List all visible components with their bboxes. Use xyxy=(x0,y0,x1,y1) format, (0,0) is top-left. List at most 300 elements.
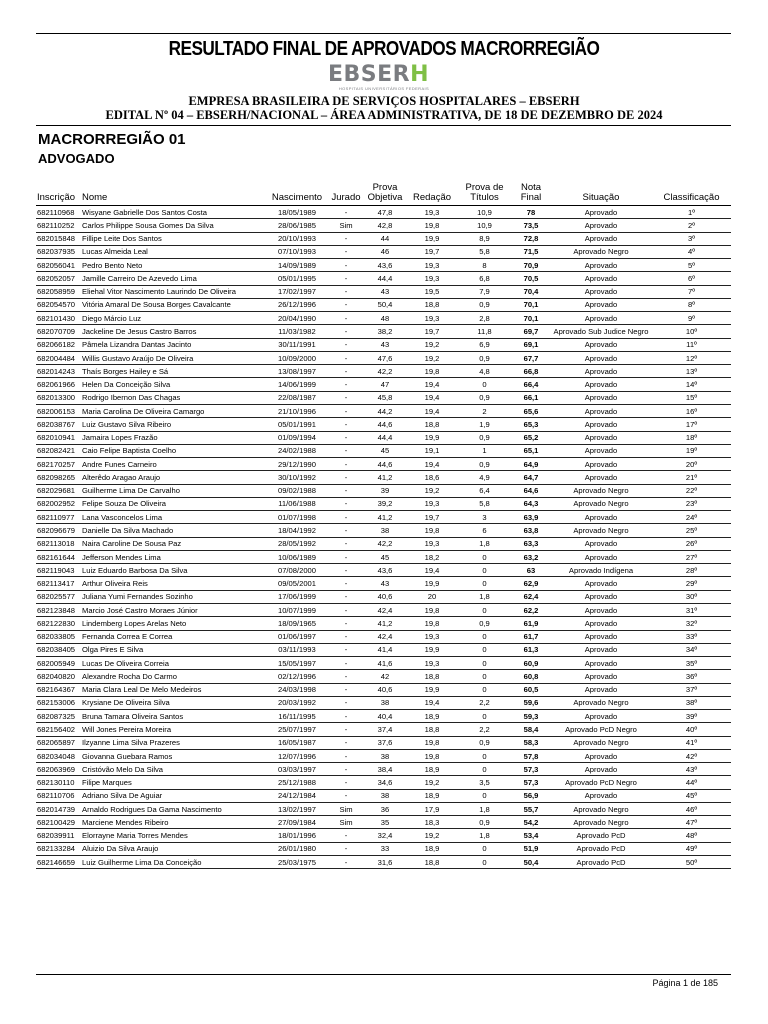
cell-redacao: 18,9 xyxy=(407,842,457,855)
cell-prova-titulos: 1,8 xyxy=(457,829,512,842)
cell-inscricao: 682123848 xyxy=(36,603,81,616)
cell-prova-objetiva: 32,4 xyxy=(363,829,407,842)
table-row xyxy=(36,497,731,510)
cell-inscricao: 682002952 xyxy=(36,497,81,510)
cell-prova-titulos: 0 xyxy=(457,603,512,616)
cell-redacao: 19,1 xyxy=(407,444,457,457)
cell-nascimento: 10/07/1999 xyxy=(265,603,329,616)
col-nascimento: Nascimento xyxy=(265,183,329,206)
col-nota-final: Nota Final xyxy=(512,183,550,206)
cell-situacao: Aprovado Negro xyxy=(550,802,652,815)
cell-inscricao: 682110252 xyxy=(36,219,81,232)
cell-prova-titulos: 0,9 xyxy=(457,298,512,311)
col-situacao: Situação xyxy=(550,183,652,206)
cell-classificacao: 8º xyxy=(652,298,731,311)
cell-jurado: - xyxy=(329,325,363,338)
cell-redacao: 18,9 xyxy=(407,763,457,776)
cell-nota-final: 55,7 xyxy=(512,802,550,815)
cell-classificacao: 28º xyxy=(652,564,731,577)
cell-inscricao: 682056041 xyxy=(36,259,81,272)
cell-jurado: - xyxy=(329,431,363,444)
cell-jurado: - xyxy=(329,683,363,696)
cell-inscricao: 682039911 xyxy=(36,829,81,842)
cell-redacao: 19,9 xyxy=(407,431,457,444)
cell-situacao: Aprovado xyxy=(550,710,652,723)
logo-subtext: HOSPITAIS UNIVERSITÁRIOS FEDERAIS xyxy=(338,86,430,91)
cell-nota-final: 69,7 xyxy=(512,325,550,338)
cell-nascimento: 13/02/1997 xyxy=(265,802,329,815)
cell-nome: Luiz Eduardo Barbosa Da Silva xyxy=(81,564,265,577)
cell-prova-objetiva: 44,6 xyxy=(363,458,407,471)
cell-redacao: 19,4 xyxy=(407,404,457,417)
cell-situacao: Aprovado xyxy=(550,259,652,272)
table-row xyxy=(36,471,731,484)
cell-inscricao: 682014243 xyxy=(36,365,81,378)
cell-nota-final: 72,8 xyxy=(512,232,550,245)
cell-nascimento: 13/08/1997 xyxy=(265,365,329,378)
cell-classificacao: 43º xyxy=(652,763,731,776)
cell-prova-objetiva: 33 xyxy=(363,842,407,855)
cell-prova-titulos: 1,8 xyxy=(457,537,512,550)
cell-situacao: Aprovado xyxy=(550,657,652,670)
cell-nome: Rodrigo Ibernon Das Chagas xyxy=(81,391,265,404)
cell-prova-objetiva: 41,2 xyxy=(363,471,407,484)
cell-prova-titulos: 8,9 xyxy=(457,232,512,245)
table-row xyxy=(36,550,731,563)
cell-redacao: 19,9 xyxy=(407,643,457,656)
cell-situacao: Aprovado xyxy=(550,763,652,776)
cell-redacao: 19,8 xyxy=(407,365,457,378)
cell-classificacao: 6º xyxy=(652,272,731,285)
cell-prova-titulos: 5,8 xyxy=(457,497,512,510)
cell-nota-final: 54,2 xyxy=(512,816,550,829)
cell-prova-objetiva: 42,2 xyxy=(363,537,407,550)
cell-prova-titulos: 0 xyxy=(457,670,512,683)
cell-nota-final: 63,3 xyxy=(512,537,550,550)
cell-classificacao: 48º xyxy=(652,829,731,842)
col-redacao: Redação xyxy=(407,183,457,206)
cell-nome: Lana Vasconcelos Lima xyxy=(81,511,265,524)
cell-nota-final: 58,4 xyxy=(512,723,550,736)
cell-situacao: Aprovado xyxy=(550,298,652,311)
cell-prova-objetiva: 34,6 xyxy=(363,776,407,789)
cell-jurado: Sim xyxy=(329,816,363,829)
cell-prova-objetiva: 42 xyxy=(363,670,407,683)
cell-situacao: Aprovado PcD Negro xyxy=(550,776,652,789)
cell-jurado: - xyxy=(329,630,363,643)
cell-classificacao: 9º xyxy=(652,312,731,325)
cell-nota-final: 66,1 xyxy=(512,391,550,404)
cell-nota-final: 64,3 xyxy=(512,497,550,510)
cell-nome: Aluizio Da Silva Araujo xyxy=(81,842,265,855)
cell-inscricao: 682038405 xyxy=(36,643,81,656)
cell-inscricao: 682054570 xyxy=(36,298,81,311)
table-row xyxy=(36,391,731,404)
cell-nascimento: 05/01/1991 xyxy=(265,418,329,431)
cell-prova-objetiva: 44,6 xyxy=(363,418,407,431)
cell-inscricao: 682170257 xyxy=(36,458,81,471)
cell-inscricao: 682153006 xyxy=(36,696,81,709)
table-header-row xyxy=(36,183,731,206)
cell-situacao: Aprovado PcD Negro xyxy=(550,723,652,736)
cell-inscricao: 682040820 xyxy=(36,670,81,683)
cell-prova-objetiva: 38 xyxy=(363,789,407,802)
cell-nota-final: 64,6 xyxy=(512,484,550,497)
cell-prova-objetiva: 39 xyxy=(363,484,407,497)
cell-jurado: - xyxy=(329,696,363,709)
cell-nascimento: 11/03/1982 xyxy=(265,325,329,338)
table-row xyxy=(36,325,731,338)
cell-classificacao: 35º xyxy=(652,657,731,670)
cell-jurado: - xyxy=(329,842,363,855)
cell-prova-objetiva: 38 xyxy=(363,696,407,709)
cell-nota-final: 65,3 xyxy=(512,418,550,431)
col-classificacao: Classificação xyxy=(652,183,731,206)
cell-situacao: Aprovado PcD xyxy=(550,842,652,855)
cell-redacao: 19,3 xyxy=(407,312,457,325)
cell-prova-titulos: 0 xyxy=(457,577,512,590)
cell-prova-titulos: 0 xyxy=(457,763,512,776)
cell-redacao: 19,2 xyxy=(407,351,457,364)
cell-prova-titulos: 10,9 xyxy=(457,219,512,232)
cell-inscricao: 682161644 xyxy=(36,550,81,563)
cell-situacao: Aprovado xyxy=(550,312,652,325)
cell-nascimento: 18/09/1965 xyxy=(265,617,329,630)
table-row xyxy=(36,338,731,351)
cell-prova-objetiva: 40,6 xyxy=(363,590,407,603)
cell-redacao: 18,8 xyxy=(407,856,457,869)
table-row xyxy=(36,603,731,616)
cell-prova-objetiva: 40,6 xyxy=(363,683,407,696)
cell-classificacao: 49º xyxy=(652,842,731,855)
cell-inscricao: 682082421 xyxy=(36,444,81,457)
cell-nome: Thaís Borges Hailey e Sá xyxy=(81,365,265,378)
cell-redacao: 19,9 xyxy=(407,232,457,245)
cell-jurado: - xyxy=(329,484,363,497)
cell-prova-titulos: 6,8 xyxy=(457,272,512,285)
cell-prova-titulos: 3 xyxy=(457,511,512,524)
cell-nota-final: 51,9 xyxy=(512,842,550,855)
cell-nascimento: 30/11/1991 xyxy=(265,338,329,351)
cell-jurado: - xyxy=(329,577,363,590)
cell-nota-final: 61,3 xyxy=(512,643,550,656)
cell-nome: Wisyane Gabrielle Dos Santos Costa xyxy=(81,206,265,219)
cell-prova-objetiva: 47 xyxy=(363,378,407,391)
cell-jurado: - xyxy=(329,272,363,285)
table-row xyxy=(36,842,731,855)
cell-situacao: Aprovado Negro xyxy=(550,816,652,829)
cell-jurado: - xyxy=(329,458,363,471)
cell-jurado: - xyxy=(329,603,363,616)
table-row xyxy=(36,272,731,285)
cell-nascimento: 17/02/1997 xyxy=(265,285,329,298)
cell-nome: Caio Felipe Baptista Coelho xyxy=(81,444,265,457)
cell-inscricao: 682110977 xyxy=(36,511,81,524)
cell-prova-objetiva: 38,2 xyxy=(363,325,407,338)
cell-nascimento: 12/07/1996 xyxy=(265,749,329,762)
cell-prova-titulos: 0,9 xyxy=(457,816,512,829)
cell-redacao: 19,2 xyxy=(407,776,457,789)
cell-nota-final: 70,5 xyxy=(512,272,550,285)
cell-redacao: 19,5 xyxy=(407,285,457,298)
cell-prova-objetiva: 42,8 xyxy=(363,219,407,232)
cell-nome: Danielle Da Silva Machado xyxy=(81,524,265,537)
cell-redacao: 19,4 xyxy=(407,378,457,391)
ebserh-logo xyxy=(328,64,440,94)
cell-prova-objetiva: 39,2 xyxy=(363,497,407,510)
table-row xyxy=(36,312,731,325)
cell-nascimento: 29/12/1990 xyxy=(265,458,329,471)
cell-redacao: 20 xyxy=(407,590,457,603)
cell-nome: Alexandre Rocha Do Carmo xyxy=(81,670,265,683)
cell-nascimento: 18/04/1992 xyxy=(265,524,329,537)
cell-nota-final: 50,4 xyxy=(512,856,550,869)
cell-classificacao: 11º xyxy=(652,338,731,351)
cell-nota-final: 58,3 xyxy=(512,736,550,749)
cell-redacao: 18,8 xyxy=(407,670,457,683)
cell-nascimento: 24/03/1998 xyxy=(265,683,329,696)
table-row xyxy=(36,298,731,311)
cell-prova-titulos: 0 xyxy=(457,683,512,696)
cell-nota-final: 73,5 xyxy=(512,219,550,232)
cell-nota-final: 70,4 xyxy=(512,285,550,298)
cell-classificacao: 37º xyxy=(652,683,731,696)
cell-prova-titulos: 4,9 xyxy=(457,471,512,484)
cell-redacao: 19,3 xyxy=(407,497,457,510)
cell-jurado: - xyxy=(329,259,363,272)
cell-prova-objetiva: 42,4 xyxy=(363,603,407,616)
table-row xyxy=(36,245,731,258)
cell-inscricao: 682004484 xyxy=(36,351,81,364)
cell-situacao: Aprovado xyxy=(550,444,652,457)
cell-nome: Helen Da Conceição Silva xyxy=(81,378,265,391)
cell-redacao: 19,3 xyxy=(407,630,457,643)
cell-situacao: Aprovado Negro xyxy=(550,736,652,749)
cell-prova-objetiva: 37,4 xyxy=(363,723,407,736)
cell-redacao: 19,3 xyxy=(407,537,457,550)
cell-redacao: 19,9 xyxy=(407,577,457,590)
table-row xyxy=(36,285,731,298)
cell-classificacao: 31º xyxy=(652,603,731,616)
cell-jurado: - xyxy=(329,856,363,869)
cell-inscricao: 682006153 xyxy=(36,404,81,417)
cell-nota-final: 78 xyxy=(512,206,550,219)
cell-situacao: Aprovado xyxy=(550,643,652,656)
cell-prova-objetiva: 45 xyxy=(363,444,407,457)
cell-nota-final: 70,1 xyxy=(512,312,550,325)
cell-nota-final: 65,1 xyxy=(512,444,550,457)
cell-nome: Jefferson Mendes Lima xyxy=(81,550,265,563)
cell-situacao: Aprovado xyxy=(550,617,652,630)
cell-redacao: 19,4 xyxy=(407,696,457,709)
cell-nascimento: 14/09/1989 xyxy=(265,259,329,272)
cell-classificacao: 13º xyxy=(652,365,731,378)
cell-nota-final: 69,1 xyxy=(512,338,550,351)
cell-redacao: 18,8 xyxy=(407,723,457,736)
cell-prova-titulos: 0 xyxy=(457,856,512,869)
cell-situacao: Aprovado xyxy=(550,351,652,364)
cell-situacao: Aprovado xyxy=(550,683,652,696)
cell-nota-final: 65,6 xyxy=(512,404,550,417)
cell-situacao: Aprovado xyxy=(550,272,652,285)
cell-nome: Adriano Silva De Aguiar xyxy=(81,789,265,802)
cell-classificacao: 26º xyxy=(652,537,731,550)
table-row xyxy=(36,802,731,815)
cell-prova-objetiva: 46 xyxy=(363,245,407,258)
cell-nascimento: 10/06/1989 xyxy=(265,550,329,563)
cell-prova-titulos: 0,9 xyxy=(457,351,512,364)
cell-inscricao: 682014739 xyxy=(36,802,81,815)
cell-jurado: - xyxy=(329,643,363,656)
page-number: Página 1 de 185 xyxy=(652,978,718,988)
cell-redacao: 19,8 xyxy=(407,524,457,537)
cell-nome: Carlos Philippe Sousa Gomes Da Silva xyxy=(81,219,265,232)
cell-redacao: 19,8 xyxy=(407,603,457,616)
cell-situacao: Aprovado Negro xyxy=(550,696,652,709)
cell-jurado: - xyxy=(329,365,363,378)
cell-prova-titulos: 0 xyxy=(457,550,512,563)
cell-prova-titulos: 3,5 xyxy=(457,776,512,789)
cell-prova-titulos: 2,2 xyxy=(457,723,512,736)
cell-redacao: 19,2 xyxy=(407,484,457,497)
cell-nome: Giovanna Guebara Ramos xyxy=(81,749,265,762)
cell-classificacao: 42º xyxy=(652,749,731,762)
cell-jurado: Sim xyxy=(329,219,363,232)
table-row xyxy=(36,630,731,643)
cell-classificacao: 30º xyxy=(652,590,731,603)
cell-jurado: - xyxy=(329,338,363,351)
cell-classificacao: 46º xyxy=(652,802,731,815)
cell-inscricao: 682037935 xyxy=(36,245,81,258)
cell-nascimento: 09/05/2001 xyxy=(265,577,329,590)
top-rule xyxy=(36,33,731,34)
cell-nascimento: 26/01/1980 xyxy=(265,842,329,855)
cell-classificacao: 15º xyxy=(652,391,731,404)
cell-nota-final: 60,5 xyxy=(512,683,550,696)
cell-jurado: - xyxy=(329,590,363,603)
cell-prova-objetiva: 44,2 xyxy=(363,404,407,417)
cell-inscricao: 682110706 xyxy=(36,789,81,802)
cell-situacao: Aprovado PcD xyxy=(550,856,652,869)
cell-redacao: 18,2 xyxy=(407,550,457,563)
table-row xyxy=(36,206,731,219)
cell-nascimento: 24/12/1984 xyxy=(265,789,329,802)
table-row xyxy=(36,816,731,829)
cell-prova-titulos: 10,9 xyxy=(457,206,512,219)
table-row xyxy=(36,789,731,802)
cell-nome: Marcio José Castro Moraes Júnior xyxy=(81,603,265,616)
cell-nascimento: 28/06/1985 xyxy=(265,219,329,232)
cell-classificacao: 14º xyxy=(652,378,731,391)
cell-nascimento: 25/12/1988 xyxy=(265,776,329,789)
cell-nome: Arnaldo Rodrigues Da Gama Nascimento xyxy=(81,802,265,815)
cell-nascimento: 03/11/1993 xyxy=(265,643,329,656)
col-inscricao: Inscrição xyxy=(36,183,81,206)
cell-nascimento: 02/12/1996 xyxy=(265,670,329,683)
cell-nascimento: 17/06/1999 xyxy=(265,590,329,603)
cell-prova-objetiva: 41,4 xyxy=(363,643,407,656)
cell-inscricao: 682038767 xyxy=(36,418,81,431)
cell-nome: Diego Márcio Luz xyxy=(81,312,265,325)
cell-nota-final: 65,2 xyxy=(512,431,550,444)
cell-nome: Bruna Tamara Oliveira Santos xyxy=(81,710,265,723)
cell-prova-objetiva: 41,2 xyxy=(363,617,407,630)
cell-jurado: - xyxy=(329,763,363,776)
cell-jurado: - xyxy=(329,550,363,563)
cell-prova-objetiva: 37,6 xyxy=(363,736,407,749)
table-body xyxy=(36,206,731,869)
table-row xyxy=(36,458,731,471)
cell-jurado: - xyxy=(329,206,363,219)
cell-situacao: Aprovado xyxy=(550,537,652,550)
cell-prova-titulos: 6,9 xyxy=(457,338,512,351)
cell-nome: Andre Funes Carneiro xyxy=(81,458,265,471)
cell-nome: Arthur Oliveira Reis xyxy=(81,577,265,590)
cell-classificacao: 45º xyxy=(652,789,731,802)
cell-prova-objetiva: 47,6 xyxy=(363,351,407,364)
cell-prova-titulos: 2,2 xyxy=(457,696,512,709)
cell-nome: Lucas De Oliveira Correia xyxy=(81,657,265,670)
cell-nota-final: 53,4 xyxy=(512,829,550,842)
cell-nota-final: 57,3 xyxy=(512,763,550,776)
cell-situacao: Aprovado xyxy=(550,378,652,391)
cell-nascimento: 05/01/1995 xyxy=(265,272,329,285)
cell-prova-titulos: 0,9 xyxy=(457,736,512,749)
cell-redacao: 19,3 xyxy=(407,259,457,272)
cell-nota-final: 62,4 xyxy=(512,590,550,603)
table-row xyxy=(36,537,731,550)
cell-prova-objetiva: 43 xyxy=(363,338,407,351)
cell-nota-final: 66,8 xyxy=(512,365,550,378)
cell-situacao: Aprovado xyxy=(550,365,652,378)
cell-prova-titulos: 11,8 xyxy=(457,325,512,338)
cell-inscricao: 682070709 xyxy=(36,325,81,338)
cell-inscricao: 682113018 xyxy=(36,537,81,550)
cell-prova-titulos: 2,8 xyxy=(457,312,512,325)
cell-prova-objetiva: 42,4 xyxy=(363,630,407,643)
table-row xyxy=(36,232,731,245)
cell-situacao: Aprovado xyxy=(550,670,652,683)
cell-nota-final: 59,3 xyxy=(512,710,550,723)
cell-classificacao: 12º xyxy=(652,351,731,364)
cell-jurado: - xyxy=(329,749,363,762)
table-row xyxy=(36,590,731,603)
cell-classificacao: 5º xyxy=(652,259,731,272)
cell-prova-titulos: 8 xyxy=(457,259,512,272)
cell-situacao: Aprovado xyxy=(550,577,652,590)
cell-redacao: 19,7 xyxy=(407,325,457,338)
cell-nascimento: 18/01/1996 xyxy=(265,829,329,842)
cell-inscricao: 682119043 xyxy=(36,564,81,577)
page-title: RESULTADO FINAL DE APROVADOS MACRORREGIÃO xyxy=(168,38,600,60)
cell-nome: Jamaira Lopes Frazão xyxy=(81,431,265,444)
cell-classificacao: 50º xyxy=(652,856,731,869)
cell-redacao: 19,4 xyxy=(407,564,457,577)
cell-nome: Luiz Guilherme Lima Da Conceição xyxy=(81,856,265,869)
cell-nascimento: 20/04/1990 xyxy=(265,312,329,325)
cell-classificacao: 40º xyxy=(652,723,731,736)
cell-jurado: - xyxy=(329,524,363,537)
cell-prova-objetiva: 45 xyxy=(363,550,407,563)
table-row xyxy=(36,710,731,723)
cell-classificacao: 4º xyxy=(652,245,731,258)
cell-situacao: Aprovado xyxy=(550,550,652,563)
cell-nascimento: 22/08/1987 xyxy=(265,391,329,404)
col-jurado: Jurado xyxy=(329,183,363,206)
cell-nascimento: 27/09/1984 xyxy=(265,816,329,829)
cell-jurado: - xyxy=(329,418,363,431)
cell-prova-titulos: 0 xyxy=(457,378,512,391)
